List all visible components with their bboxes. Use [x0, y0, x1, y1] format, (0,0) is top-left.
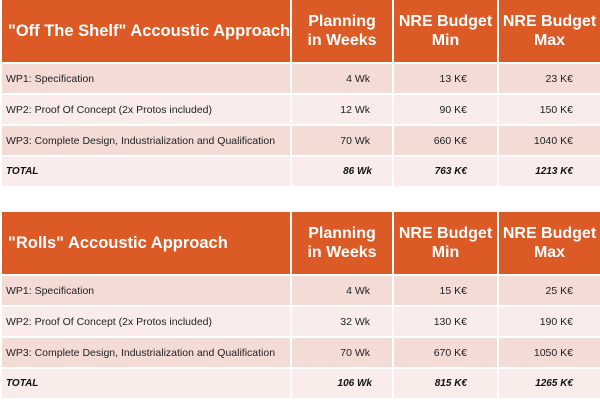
planning-cell: 70 Wk — [292, 338, 392, 367]
total-planning-cell: 86 Wk — [292, 157, 392, 186]
header-nre-max: NRE Budget Max — [499, 0, 600, 62]
planning-cell: 70 Wk — [292, 126, 392, 155]
task-cell: WP3: Complete Design, Industrialization and Qualification — [2, 126, 290, 155]
table-row — [2, 338, 600, 367]
total-nre-max-cell: 1213 K€ — [499, 157, 600, 186]
table-row — [2, 64, 600, 93]
planning-cell: 4 Wk — [292, 64, 392, 93]
task-cell: WP2: Proof Of Concept (2x Protos included) — [2, 307, 290, 336]
nre-max-cell: 1040 K€ — [499, 126, 600, 155]
task-cell: WP1: Specification — [2, 276, 290, 305]
planning-cell: 4 Wk — [292, 276, 392, 305]
header-nre-max: NRE Budget Max — [499, 212, 600, 274]
budget-table-rolls — [0, 210, 600, 400]
task-cell: WP1: Specification — [2, 64, 290, 93]
task-cell: WP2: Proof Of Concept (2x Protos included) — [2, 95, 290, 124]
nre-max-cell: 1050 K€ — [499, 338, 600, 367]
table-row — [2, 276, 600, 305]
nre-min-cell: 13 K€ — [394, 64, 497, 93]
nre-min-cell: 15 K€ — [394, 276, 497, 305]
header-nre-min: NRE Budget Min — [394, 0, 497, 62]
header-planning: Planning in Weeks — [292, 0, 392, 62]
nre-max-cell: 23 K€ — [499, 64, 600, 93]
budget-table-off-the-shelf — [0, 0, 600, 188]
table-row — [2, 307, 600, 336]
header-nre-min: NRE Budget Min — [394, 212, 497, 274]
total-label: TOTAL — [2, 369, 290, 398]
nre-max-cell: 150 K€ — [499, 95, 600, 124]
nre-max-cell: 25 K€ — [499, 276, 600, 305]
task-cell: WP3: Complete Design, Industrialization and Qualification — [2, 338, 290, 367]
total-nre-min-cell: 815 K€ — [394, 369, 497, 398]
table-title: "Off The Shelf" Accoustic Approach — [2, 0, 290, 62]
total-label: TOTAL — [2, 157, 290, 186]
table-header-row — [2, 0, 600, 62]
total-row — [2, 157, 600, 186]
nre-max-cell: 190 K€ — [499, 307, 600, 336]
planning-cell: 12 Wk — [292, 95, 392, 124]
table-row — [2, 95, 600, 124]
total-nre-max-cell: 1265 K€ — [499, 369, 600, 398]
total-nre-min-cell: 763 K€ — [394, 157, 497, 186]
nre-min-cell: 660 K€ — [394, 126, 497, 155]
table-row — [2, 126, 600, 155]
table-header-row — [2, 212, 600, 274]
header-planning: Planning in Weeks — [292, 212, 392, 274]
total-planning-cell: 106 Wk — [292, 369, 392, 398]
nre-min-cell: 670 K€ — [394, 338, 497, 367]
table-title: "Rolls" Accoustic Approach — [2, 212, 290, 274]
nre-min-cell: 130 K€ — [394, 307, 497, 336]
total-row — [2, 369, 600, 398]
nre-min-cell: 90 K€ — [394, 95, 497, 124]
planning-cell: 32 Wk — [292, 307, 392, 336]
